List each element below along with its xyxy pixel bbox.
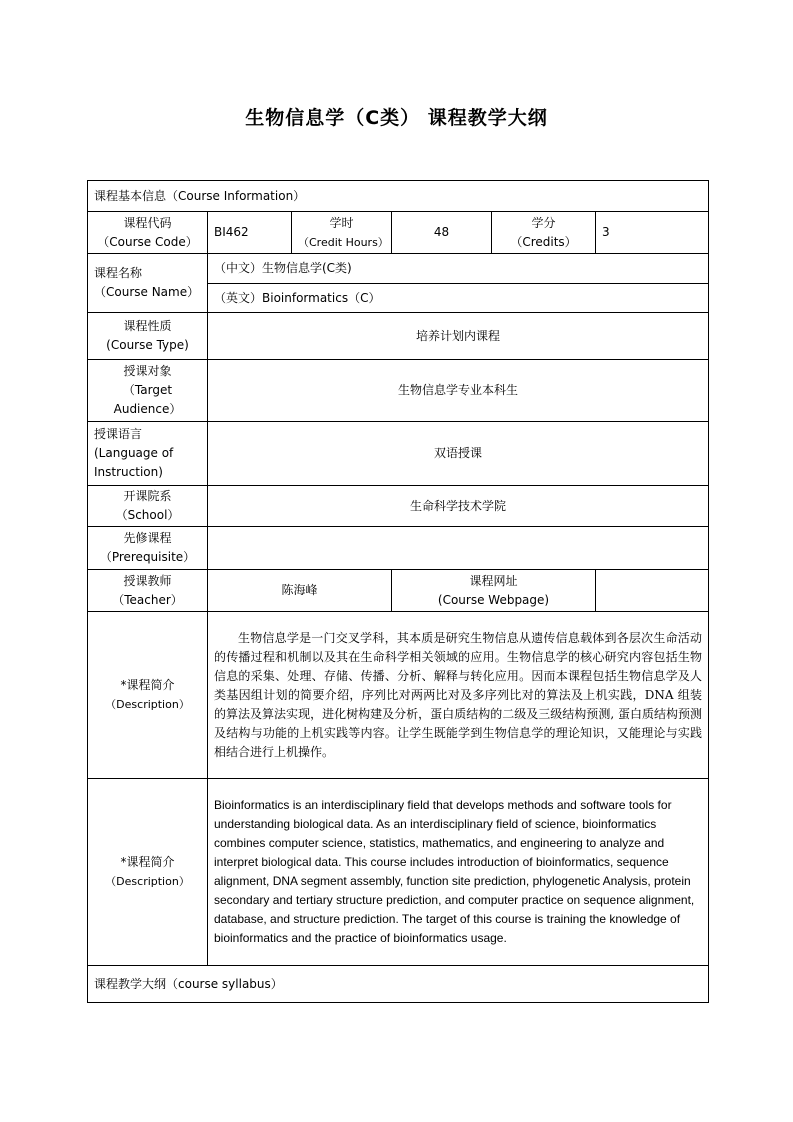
credit-hours-value: 48 xyxy=(392,212,492,254)
course-type-label: 课程性质 (Course Type) xyxy=(88,313,208,360)
school-label: 开课院系 （School） xyxy=(88,486,208,527)
course-name-label: 课程名称 （Course Name） xyxy=(88,254,208,313)
course-info-header: 课程基本信息（Course Information） xyxy=(88,181,709,212)
school-value: 生命科学技术学院 xyxy=(208,486,709,527)
course-type-value: 培养计划内课程 xyxy=(208,313,709,360)
syllabus-header: 课程教学大纲（course syllabus） xyxy=(88,966,709,1003)
course-name-en: （英文）Bioinformatics（C） xyxy=(208,284,709,313)
course-code-value: BI462 xyxy=(208,212,292,254)
credits-value: 3 xyxy=(596,212,709,254)
description-zh-text: 生物信息学是一门交叉学科，其本质是研究生物信息从遗传信息载体到各层次生命活动的传播过程和机制以及其在生命科学相关领域的应用。生物信息学的核心研究内容包括生物信息的采集、处理、存储、传播、分析、解释与转化应用。因而本课程包括生物信息学及人类基因组计划的简要介绍，序列比对两两比对及多序列比对的算法及上机实践，DNA 组装的算法及算法实现，进化树构建及分析，蛋白质结构的二级及三级结构预测, 蛋白质结构预测及结构与功能的上机实践等内容。让学生既能学到生物信息学的理论知识，又能理论与实践相结合进行上机操作。 xyxy=(208,612,709,779)
language-value: 双语授课 xyxy=(208,422,709,486)
course-name-zh: （中文）生物信息学(C类) xyxy=(208,254,709,284)
target-audience-label: 授课对象 （Target Audience） xyxy=(88,360,208,422)
credits-label: 学分 （Credits） xyxy=(492,212,596,254)
target-audience-value: 生物信息学专业本科生 xyxy=(208,360,709,422)
teacher-value: 陈海峰 xyxy=(208,570,392,612)
language-label: 授课语言 (Language of Instruction) xyxy=(88,422,208,486)
prerequisite-label: 先修课程 （Prerequisite） xyxy=(88,527,208,570)
teacher-label: 授课教师 （Teacher） xyxy=(88,570,208,612)
course-info-table xyxy=(87,180,709,1003)
description-zh-label: *课程简介 （Description） xyxy=(88,612,208,779)
course-webpage-label: 课程网址 (Course Webpage) xyxy=(392,570,596,612)
credit-hours-label: 学时 （Credit Hours） xyxy=(292,212,392,254)
description-en-text: Bioinformatics is an interdisciplinary field that develops methods and software tools for understanding biological data. As an interdisciplinary field of science, bioinformatics combines computer science, statistics, mathematics, and engineering to analyze and interpret biological data. This course includes introduction of bioinformatics, sequence alignment, DNA segment assembly, function site prediction, phylogenetic Analysis, protein secondary and tertiary structure prediction, and computer practice on sequence alignment, database, and structure prediction. The target of this course is training the knowledge of bioinformatics and the practice of bioinformatics usage. xyxy=(208,779,709,966)
page-title: 生物信息学（C类） 课程教学大纲 xyxy=(245,107,548,129)
prerequisite-value xyxy=(208,527,709,570)
course-code-label: 课程代码 （Course Code） xyxy=(88,212,208,254)
description-en-label: *课程简介 （Description） xyxy=(88,779,208,966)
course-webpage-value[interactable] xyxy=(596,570,709,612)
